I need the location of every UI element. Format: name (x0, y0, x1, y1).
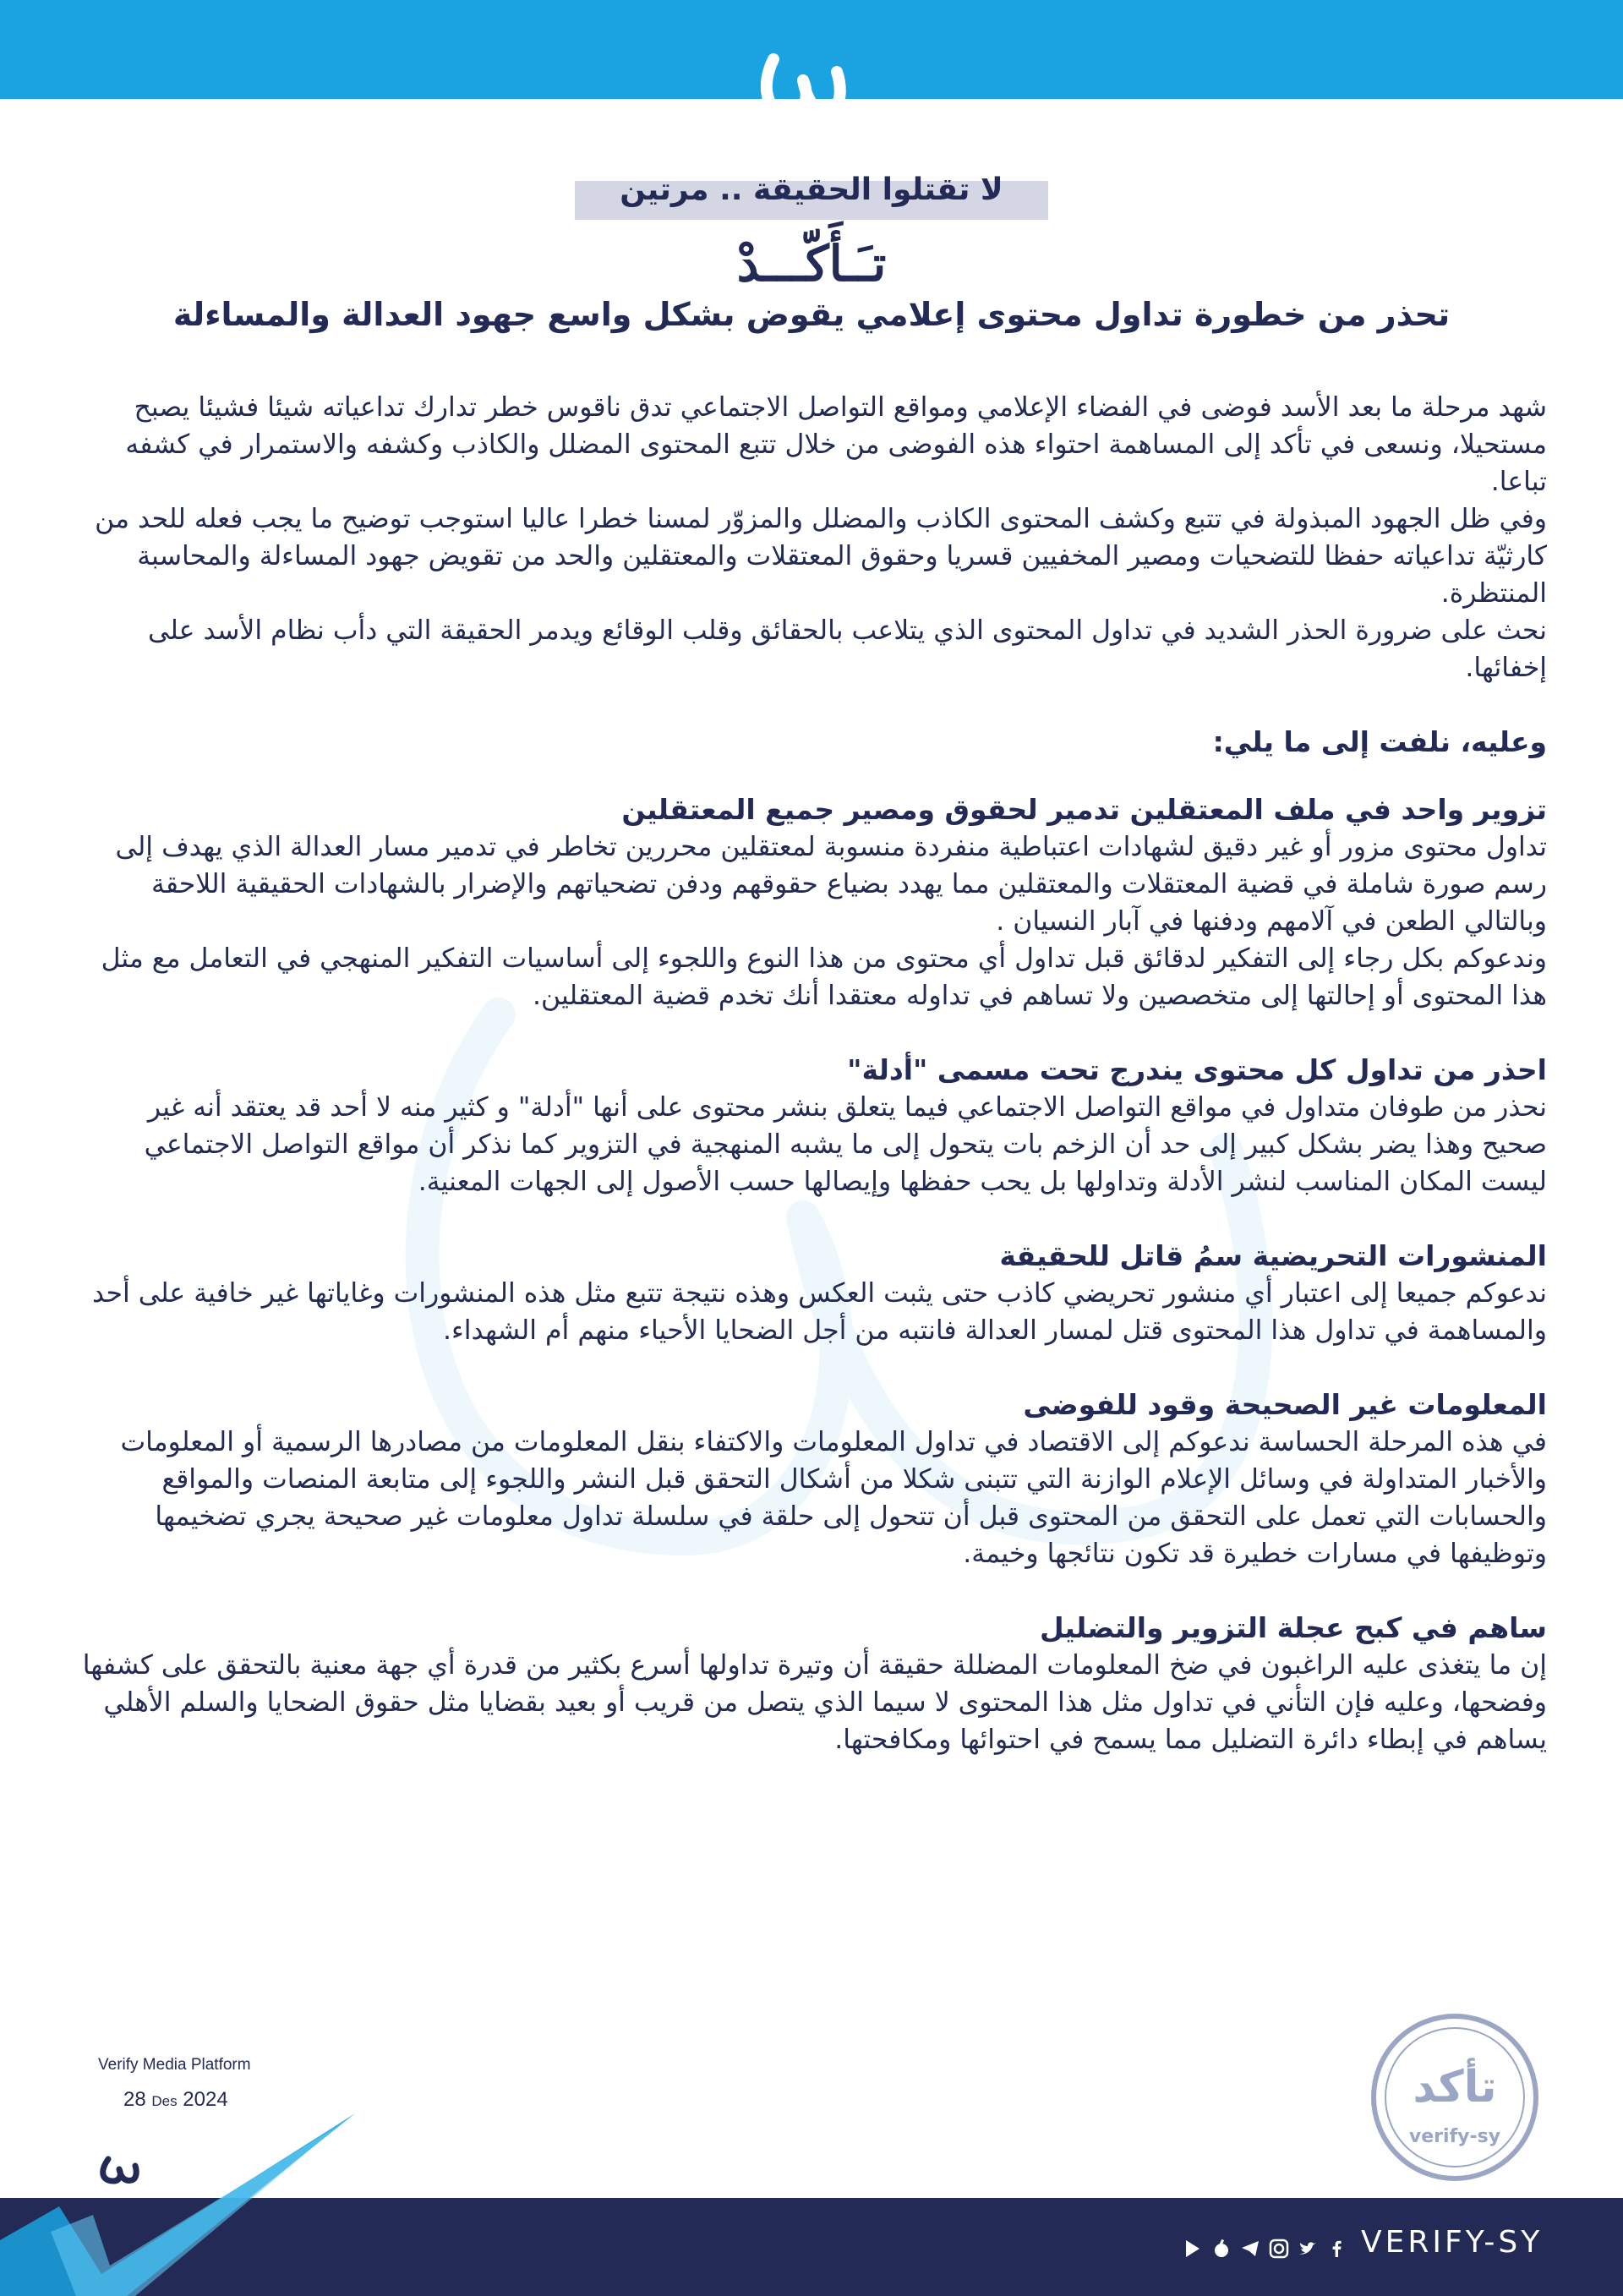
section-5-paragraph-1: إن ما يتغذى عليه الراغبون في ضخ المعلومات المضللة حقيقة أن وتيرة تداولها أسرع بكثير من قدرة أي جهة معنية بالتحقق على كشفها وفضحها، وعليه فإن التأني في تداول مثل هذا المحتوى لا سيما الذي يتصل من قريب أو بعيد بقضايا مثل حقوق الضحايا والسلم الأهلي يساهم في إبطاء دائرة التضليل مما يسمح في احتوائها ومكافحتها. (82, 1650, 1547, 1755)
facebook-icon[interactable] (1325, 2238, 1347, 2260)
slogan: لا تقتلوا الحقيقة .. مرتين (620, 172, 1003, 207)
social-handle[interactable]: VERIFY-SY (1361, 2225, 1544, 2260)
lead-heading: وعليه، نلفت إلى ما يلي: (1212, 725, 1547, 758)
section-1-paragraph-1: تداول محتوى مزور أو غير دقيق لشهادات اعتباطية منفردة منسوبة لمعتقلين محررين تخاطر في تدمير مسار العدالة الذي يهدف إلى رسم صورة شاملة في قضية المعتقلات والمعتقلين مما يهدد بضياع حقوقهم ودفن تضحياتهم والإضرار بالشهادات الحقيقية اللاحقة وبالتالي الطعن في آلامهم ودفنها في آبار النسيان . (115, 832, 1547, 937)
stamp-latin-text: verify-sy (1408, 2126, 1501, 2147)
brand-logo-icon (757, 34, 850, 127)
section-4-title: المعلومات غير الصحيحة وقود للفوضى (1023, 1388, 1547, 1421)
apple-icon[interactable] (1210, 2238, 1232, 2260)
date-month: Des (151, 2093, 178, 2109)
twitter-icon[interactable] (1297, 2238, 1319, 2260)
brand-title: تـَـأَكّـــدْ (736, 235, 887, 292)
section-4-paragraph-1: في هذه المرحلة الحساسة ندعوكم إلى الاقتصاد في تداول المعلومات والاكتفاء بنقل المعلومات من مصادرها الرسمية أو المعلومات والأخبار المتداولة في وسائل الإعلام الوازنة التي تتبنى شكلا من أشكال التحقق قبل النشر واللجوء إلى متابعة المنصات والمواقع والحسابات التي تعمل على التحقق من المحتوى قبل أن تتحول إلى حلقة في سلسلة تداول معلومات غير صحيحة يجري تضخيمها وتوظيفها في مسارات خطيرة قد تكون نتائجها وخيمة. (120, 1427, 1547, 1569)
checkmark-decoration-icon (0, 2096, 372, 2296)
intro-paragraph-1: شهد مرحلة ما بعد الأسد فوضى في الفضاء الإعلامي ومواقع التواصل الاجتماعي تدق ناقوس خطر تدارك تداعياته شيئا فشيئا يصبح مستحيلا، ونسعى في تأكد إلى المساهمة احتواء هذه الفوضى من خلال تتبع المحتوى المضلل والكاذب وكشفه والاستمرار في كشفه تباعا. (125, 392, 1547, 497)
section-2-title: احذر من تداول كل محتوى يندرج تحت مسمى "أدلة" (847, 1053, 1547, 1086)
intro-paragraph-2: وفي ظل الجهود المبذولة في تتبع وكشف المحتوى الكاذب والمضلل والمزوّر لمسنا خطرا عاليا استوجب توضيح ما يجب فعله للحد من كارثيّة تداعياته حفظا للتضحيات ومصير المخفيين قسريا وحقوق المعتقلات والمعتقلين والحد من تقويض جهود المساءلة والمحاسبة المنتظرة. (95, 504, 1547, 609)
section-3-paragraph-1: ندعوكم جميعا إلى اعتبار أي منشور تحريضي كاذب حتى يثبت العكس وهذه نتيجة تتبع مثل هذه المنشورات وغاياتها غير خافية على أحد والمساهمة في تداول هذا المحتوى قتل لمسار العدالة فانتبه من أجل الضحايا الأحياء منهم أم الشهداء. (91, 1278, 1547, 1346)
section-3-title: المنشورات التحريضية سمُ قاتل للحقيقة (999, 1239, 1547, 1272)
stamp-arabic-text: تأكد (1413, 2062, 1497, 2113)
platform-name: Verify Media Platform (98, 2056, 251, 2074)
social-icons (1182, 2228, 1347, 2269)
instagram-icon[interactable] (1268, 2238, 1290, 2260)
verify-stamp-icon (1368, 2010, 1542, 2184)
intro-paragraph-3: نحث على ضرورة الحذر الشديد في تداول المحتوى الذي يتلاعب بالحقائق وقلب الوقائع ويدمر الحقيقة التي دأب نظام الأسد على إخفائها. (147, 615, 1547, 683)
section-1-paragraph-2: وندعوكم بكل رجاء إلى التفكير لدقائق قبل تداول أي محتوى من هذا النوع واللجوء إلى أساسيات التفكير المنهجي في التعامل مع مثل هذا المحتوى أو إحالتها إلى متخصصين ولا تساهم في تداوله معتقدا أنك تخدم قضية المعتقلين. (101, 943, 1547, 1011)
section-2-paragraph-1: نحذر من طوفان متداول في مواقع التواصل الاجتماعي فيما يتعلق بنشر محتوى على أنها "أدلة" و كثير منه لا أحد قد يعتقد أنه غير صحيح وهذا يضر بشكل كبير إلى حد أن الزخم بات يتحول إلى ما يشبه المنهجية في التزوير كما نذكر أن مواقع التواصل الاجتماعي ليست المكان المناسب لنشر الأدلة وتداولها بل يحب حفظها وإيصالها حسب الأصول إلى الجهات المعنية. (144, 1092, 1547, 1197)
section-5-title: ساهم في كبح عجلة التزوير والتضليل (1039, 1611, 1547, 1644)
telegram-icon[interactable] (1239, 2238, 1261, 2260)
google-play-icon[interactable] (1182, 2238, 1204, 2260)
headline: تحذر من خطورة تداول محتوى إعلامي يقوض بشكل واسع جهود العدالة والمساءلة (172, 296, 1451, 333)
section-1-title: تزوير واحد في ملف المعتقلين تدمير لحقوق ومصير جميع المعتقلين (621, 793, 1547, 826)
statement-body (76, 389, 1547, 1758)
date-day: 28 (123, 2088, 146, 2111)
date-year: 2024 (183, 2088, 228, 2111)
